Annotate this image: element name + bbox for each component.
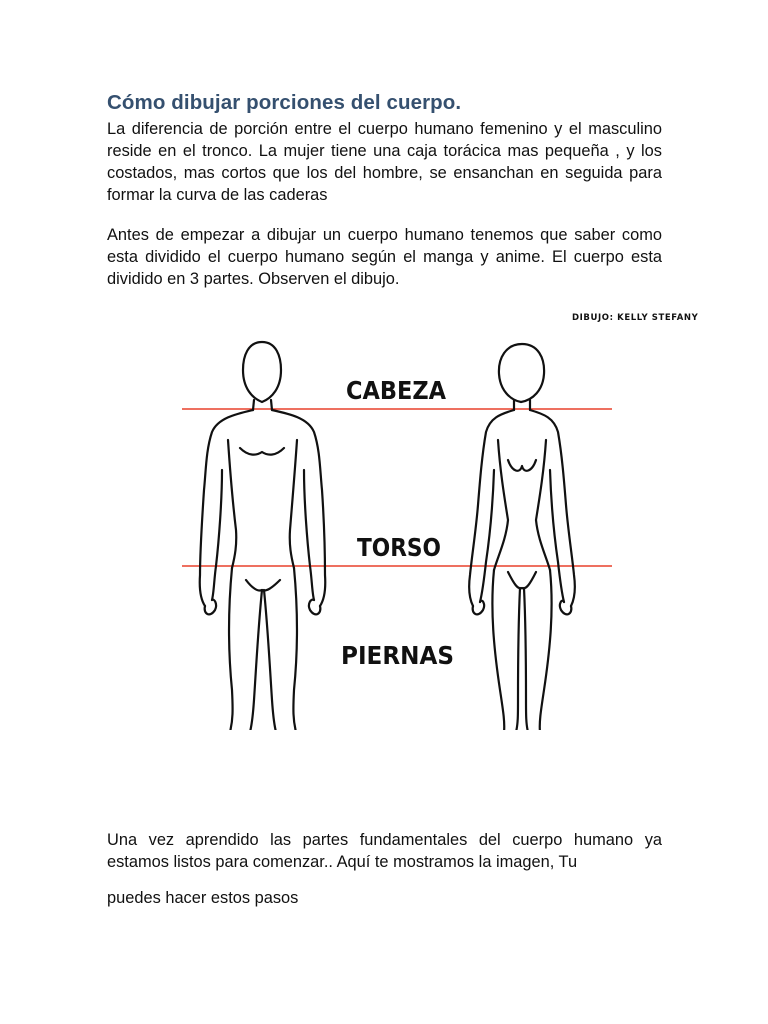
label-torso: TORSO: [357, 533, 441, 562]
label-cabeza: CABEZA: [346, 376, 447, 405]
female-figure: [469, 344, 575, 730]
body-proportions-illustration: [180, 330, 620, 730]
label-piernas: PIERNAS: [341, 641, 454, 670]
paragraph-closing-end: puedes hacer estos pasos: [107, 889, 299, 907]
paragraph-closing: Una vez aprendido las partes fundamentales del cuerpo humano ya estamos listos para comenzar.. Aquí te mostramos la imagen, Tu: [107, 831, 662, 871]
male-figure: [200, 342, 326, 730]
paragraph-division: Antes de empezar a dibujar un cuerpo humano tenemos que saber como esta dividido el cuerpo humano según el manga y anime. El cuerpo esta dividido en 3 partes. Observen el dibujo.: [107, 226, 662, 288]
page-title: Cómo dibujar porciones del cuerpo.: [107, 91, 462, 114]
paragraph-intro: La diferencia de porción entre el cuerpo humano femenino y el masculino reside en el tronco. La mujer tiene una caja torácica mas pequeña , y los costados, mas cortos que los del hombre, se ensanchan en seguida para formar la curva de las caderas: [107, 120, 662, 204]
drawing-credit: DIBUJO: KELLY STEFANY: [572, 313, 699, 323]
